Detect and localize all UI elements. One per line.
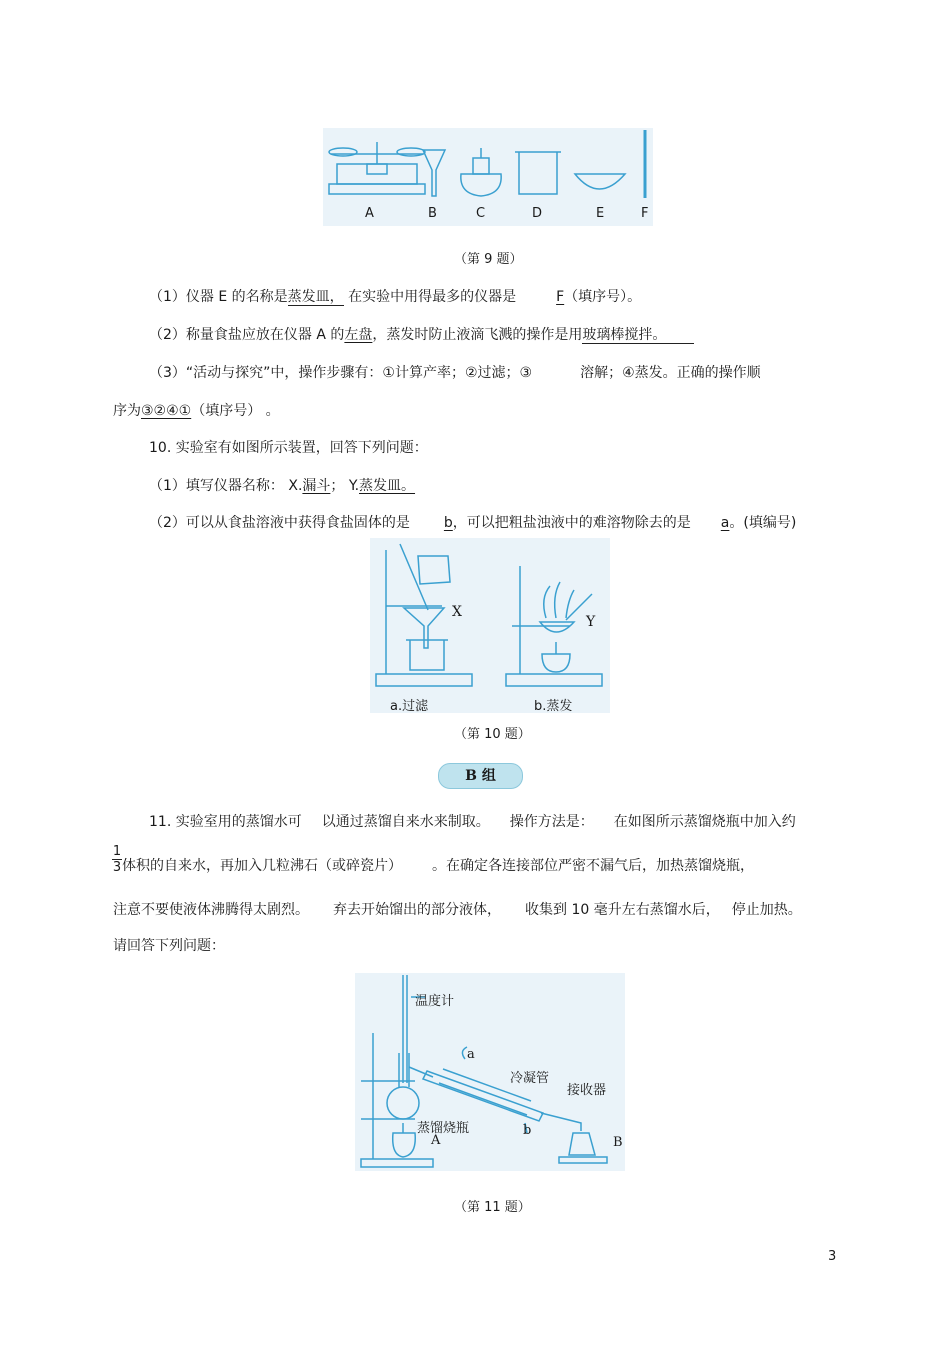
fig9-label-e: E <box>596 206 605 221</box>
q9-part2 <box>149 324 694 344</box>
q11-line3 <box>113 899 802 919</box>
fig11-label-a: A <box>431 1133 441 1148</box>
q9-p2-answer-2: 玻璃棒搅拌。 <box>582 327 694 344</box>
q9-p3-text-c: 序为 <box>113 403 141 419</box>
q10-p1-answer-2: 蒸发皿。 <box>359 478 416 494</box>
distillation-drawing <box>355 973 625 1171</box>
fig11-label-b-small: b <box>523 1123 532 1138</box>
q9-p2-text-a: （2）称量食盐应放在仪器 A 的 <box>149 327 345 343</box>
fig11-receiver-label: 接收器 <box>567 1083 607 1098</box>
fraction-denominator: 3 <box>112 860 122 875</box>
group-b-badge: B 组 <box>438 763 523 789</box>
fig11-label-b: B <box>613 1135 623 1150</box>
stand-icon <box>361 1033 433 1167</box>
fig11-caption: （第 11 题） <box>454 1200 531 1215</box>
q9-p3-answer: ③②④① <box>141 403 192 419</box>
fig11-label-a-small: a <box>467 1047 475 1062</box>
fig10-label-x: X <box>452 604 462 620</box>
fig9-label-c: C <box>476 206 486 221</box>
q11-line3-text-c: 收集到 10 毫升左右蒸馏水后， <box>525 902 720 918</box>
funnel-icon <box>423 150 445 196</box>
page-number: 3 <box>828 1249 837 1264</box>
fig10-caption-a: a.过滤 <box>390 699 429 714</box>
q10-p1-text-a: （1）填写仪器名称： X. <box>149 478 303 494</box>
q10-p2-answer-1: b <box>443 515 453 531</box>
fig11-thermometer-label: 温度计 <box>415 994 455 1009</box>
q10-p1-text-b: ； Y. <box>330 478 360 494</box>
fig9-label-f: F <box>641 206 649 221</box>
q11-line1 <box>149 811 796 831</box>
q11-fraction <box>112 844 122 875</box>
q9-p1-text-c: （填序号）。 <box>564 289 642 305</box>
fig10-label-y: Y <box>586 614 596 630</box>
alcohol-lamp-icon <box>393 1123 416 1157</box>
filtration-evaporation-drawing <box>370 538 610 713</box>
q9-p3-text-d: （填序号） 。 <box>191 403 280 419</box>
figure-11-distillation <box>355 973 625 1171</box>
fig10-caption: （第 10 题） <box>454 727 531 742</box>
q11-line3-text-b: 弃去开始馏出的部分液体， <box>333 902 501 918</box>
q10-p2-answer-2: a <box>720 515 730 531</box>
q10-part2 <box>149 512 796 532</box>
q9-p3-text-a: （3）“活动与探究”中，操作步骤有：①计算产率；②过滤；③ <box>149 365 533 381</box>
fig9-label-b: B <box>428 206 437 221</box>
q11-line3-text-d: 停止加热。 <box>731 902 802 918</box>
fig10-caption-b: b.蒸发 <box>534 699 573 714</box>
q10-part1 <box>149 475 415 495</box>
q11-line1-text-a: 11. 实验室用的蒸馏水可 <box>149 814 302 830</box>
q10-title: 10. 实验室有如图所示装置，回答下列问题： <box>149 440 428 456</box>
q9-part3-line1 <box>149 362 761 382</box>
q11-line2-text-a: 体积的自来水，再加入几粒沸石（或碎瓷片） <box>122 858 402 874</box>
q9-p2-text-b: ，蒸发时防止液滴飞溅的操作是用 <box>372 327 583 343</box>
lamp-icon <box>461 148 501 196</box>
figure-9-instruments <box>323 128 653 226</box>
q10-p2-text-c: 。(填编号) <box>729 515 797 531</box>
fig11-condenser-label: 冷凝管 <box>510 1071 550 1086</box>
q9-p3-text-b: 溶解；④蒸发。正确的操作顺 <box>580 365 761 381</box>
q9-p2-answer-1: 左盘 <box>344 327 373 343</box>
q9-p1-answer-1: 蒸发皿， <box>287 289 344 305</box>
q11-line3-text-a: 注意不要使液体沸腾得太剧烈。 <box>113 902 309 918</box>
q11-line1-text-d: 在如图所示蒸馏烧瓶中加入约 <box>613 814 796 830</box>
fig9-label-a: A <box>365 206 374 221</box>
q11-line1-text-c: 操作方法是： <box>509 814 594 830</box>
fig9-label-d: D <box>532 206 543 221</box>
q11-line1-text-b: 以通过蒸馏自来水来制取。 <box>321 814 490 830</box>
fraction-numerator: 1 <box>112 844 122 859</box>
receiver-icon <box>541 1113 607 1163</box>
fig11-flask-label: 蒸馏烧瓶 <box>417 1121 470 1136</box>
balance-icon <box>329 142 425 194</box>
q9-part1 <box>149 286 641 306</box>
q9-p1-text-a: （1）仪器 E 的名称是 <box>149 289 288 305</box>
q9-p1-answer-2: F <box>556 289 565 305</box>
q11-line4: 请回答下列问题： <box>113 938 225 954</box>
q10-p2-text-b: ，可以把粗盐浊液中的难溶物除去的是 <box>452 515 691 531</box>
q10-p1-answer-1: 漏斗 <box>302 478 331 494</box>
fig9-caption: （第 9 题） <box>454 252 523 267</box>
figure-10-apparatus <box>370 538 610 713</box>
q9-p1-text-b: 在实验中用得最多的仪器是 <box>343 289 517 305</box>
q10-p2-text-a: （2）可以从食盐溶液中获得食盐固体的是 <box>149 515 410 531</box>
q11-line2 <box>122 855 754 875</box>
q11-line2-text-b: 。在确定各连接部位严密不漏气后，加热蒸馏烧瓶， <box>432 858 754 874</box>
beaker-icon <box>515 152 561 194</box>
q9-part3-line2 <box>113 400 280 420</box>
distilling-flask-icon <box>387 1053 433 1119</box>
evaporating-dish-icon <box>575 174 625 189</box>
